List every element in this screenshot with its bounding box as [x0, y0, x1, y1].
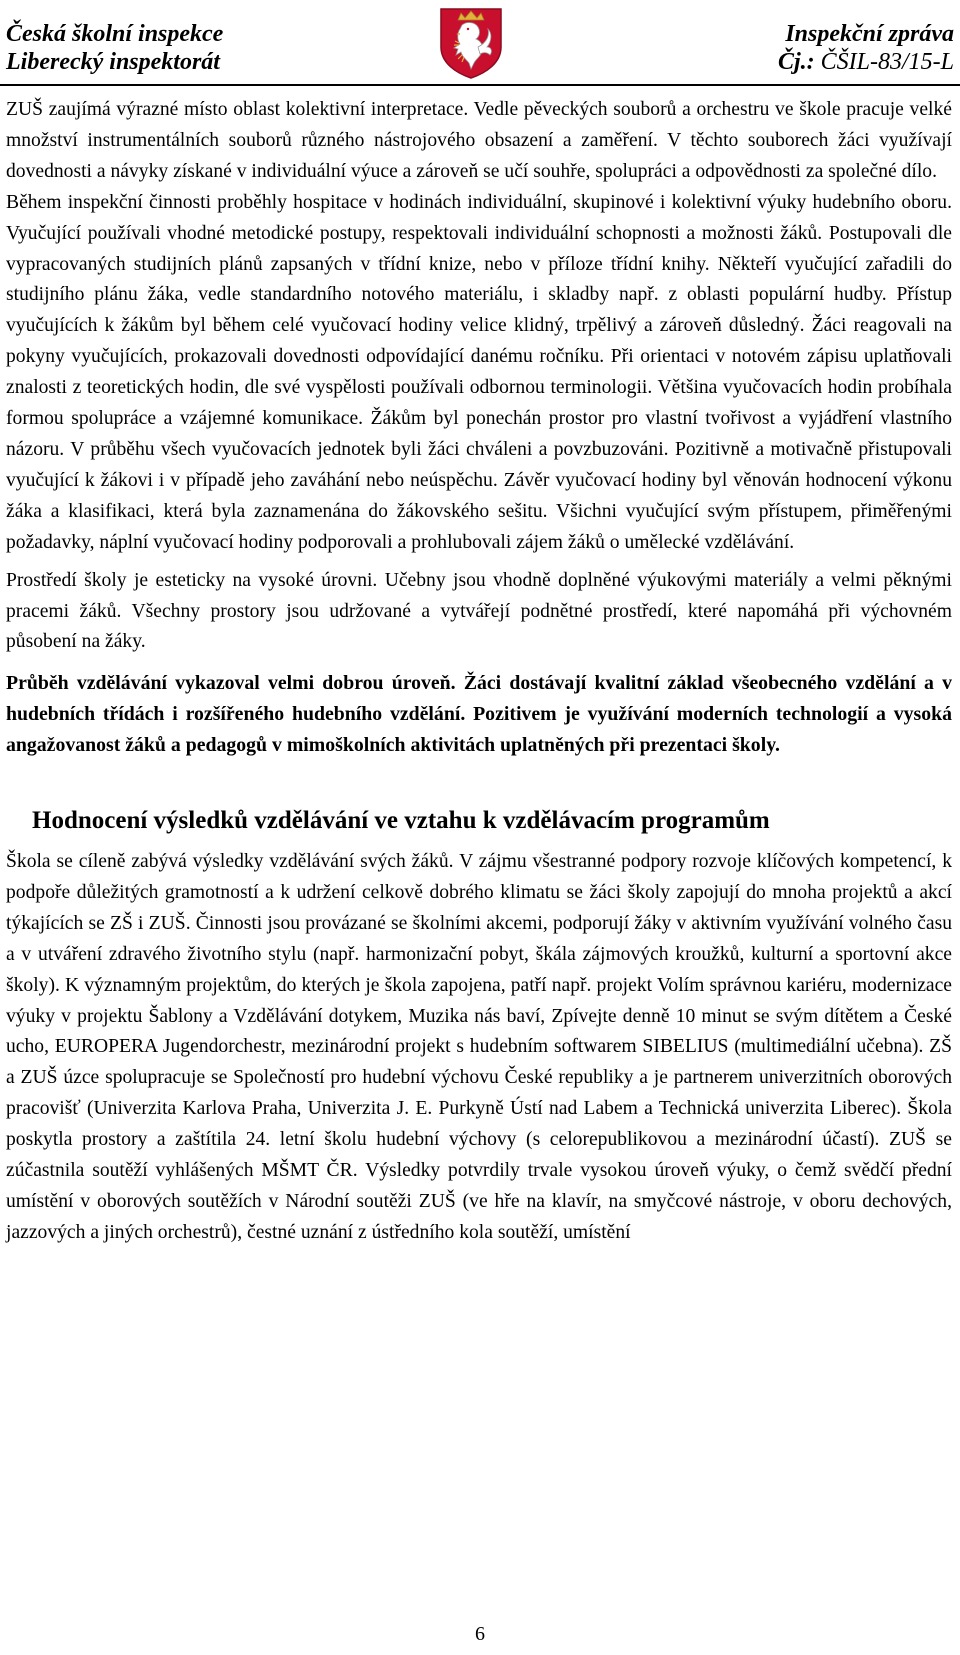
report-title: Inspekční zpráva [785, 21, 954, 47]
institution-name: Česká školní inspekce [6, 21, 224, 47]
paragraph-ensembles: ZUŠ zaujímá výrazné místo oblast kolektivní interpretace. Vedle pěveckých souborů a orchestru ve škole pracuje velké množství instrumentálních souborů různého nástrojového obsazení a zaměření. V těchto souborech žáci využívají dovednosti a návyky získané v individuální výuce a zároveň se učí souhře, spolupráci a odpovědnosti za společné dílo. [6, 99, 952, 182]
section-heading: Hodnocení výsledků vzdělávání ve vztahu k vzdělávacím programům [32, 807, 770, 835]
header-divider [0, 84, 960, 86]
paragraph-results: Škola se cíleně zabývá výsledky vzdělávání svých žáků. V zájmu všestranné podpory rozvoje klíčových kompetencí, k podpoře důležitých gramotností a k udržení celkově dobrého klimatu se žáci školy zapojují do mnoha projektů a akcí týkajících se ZŠ i ZUŠ. Činnosti jsou provázané se školními akcemi, podporují žáky v aktivním využívání volného času a v utváření zdravého životního stylu (např. harmonizační pobyt, škála zájmových kroužků, kulturní a sportovní akce školy). K významným projektům, do kterých je škola zapojena, patří např. projekt Volím správnou kariéru, modernizace výuky v projektu Šablony a Vzdělávání dotykem, Muzika nás baví, Zpívejte denně 10 minut se svým dítětem a České ucho, EUROPERA Jugendorchestr, mezinárodní projekt s hudebním softwarem SIBELIUS (multimediální učebna). ZŠ a ZUŠ úzce spolupracuje se Společností pro hudební výchovu České republiky a je partnerem univerzitních oborových pracovišť (Univerzita Karlova Praha, Univerzita J. E. Purkyně Ústí nad Labem a Technická univerzita Liberec). Škola poskytla prostory a zaštítila 24. letní školu hudební výchovy (s celorepublikovou a mezinárodní účastí). ZUŠ se zúčastnila soutěží vyhlášených MŠMT ČR. Výsledky potvrdily trvale vysokou úroveň výuky, o čemž svědčí přední umístění v oborových soutěžích v Národní soutěži ZUŠ (ve hře na klavír, na smyčcové nástroje, v oboru dechových, jazzových a jiných orchestrů), čestné uznání z ústředního kola soutěží, umístění [6, 851, 952, 1243]
coat-of-arms-icon [438, 3, 504, 79]
page-header [0, 0, 960, 90]
paragraph-environment: Prostředí školy je esteticky na vysoké úrovni. Učebny jsou vhodně doplněné výukovými materiály a velmi pěknými pracemi žáků. Všechny prostory jsou udržované a vytvářejí podnětné prostředí, které napomáhá při výchovném působení na žáky. [6, 569, 952, 653]
paragraph-observations: Během inspekční činnosti proběhly hospitace v hodinách individuální, skupinové i kolektivní výuky hudebního oboru. Vyučující používali vhodné metodické postupy, respektovali individuální schopnosti a možnosti žáků. Postupovali dle vypracovaných studijních plánů zapsaných v třídní knize, nebo v příloze třídní knihy. Někteří vyučující zařadili do studijního plánu žáka, vedle standardního notového materiálu, i skladby např. z oblasti populární hudby. Přístup vyučujících k žákům byl během celé vyučovací hodiny velice klidný, trpělivý a zároveň důsledný. Žáci reagovali na pokyny vyučujících, prokazovali dovednosti odpovídající danému ročníku. Při orientaci v notovém zápisu uplatňovali znalosti z teoretických hodin, dle své vyspělosti používali odbornou terminologii. Většina vyučovacích hodin probíhala formou spolupráce a vzájemné komunikace. Žákům byl ponechán prostor pro vlastní tvořivost a vyjádření vlastního názoru. V průběhu všech vyučovacích jednotek byli žáci chváleni a povzbuzováni. Pozitivně a motivačně přistupovali vyučující k žákovi i v případě jeho zaváhání nebo neúspěchu. Závěr vyučovací hodiny byl věnován hodnocení výkonu žáka a klasifikaci, která byla zaznamenána do žákovského sešitu. Všichni vyučující svým přístupem, přiměřenými požadavky, náplní vyučovací hodiny podporovali a prohlubovali zájem žáků o umělecké vzdělávání. [6, 191, 952, 553]
reference-number [778, 48, 954, 76]
reference-prefix: Čj.: [777, 49, 821, 75]
reference-code: ČŠIL-83/15-L [820, 49, 954, 75]
header-right [778, 20, 954, 76]
inspectorate-name: Liberecký inspektorát [6, 49, 220, 75]
page-number: 6 [475, 1623, 485, 1645]
header-left [6, 20, 223, 76]
document-body [6, 95, 952, 1249]
paragraph-summary: Průběh vzdělávání vykazoval velmi dobrou úroveň. Žáci dostávají kvalitní základ všeobecného vzdělání a v hudebních třídách i rozšířeného hudebního vzdělání. Pozitivem je využívání moderních technologií a vysoká angažovanost žáků a pedagogů v mimoškolních aktivitách uplatněných při prezentaci školy. [6, 672, 952, 757]
